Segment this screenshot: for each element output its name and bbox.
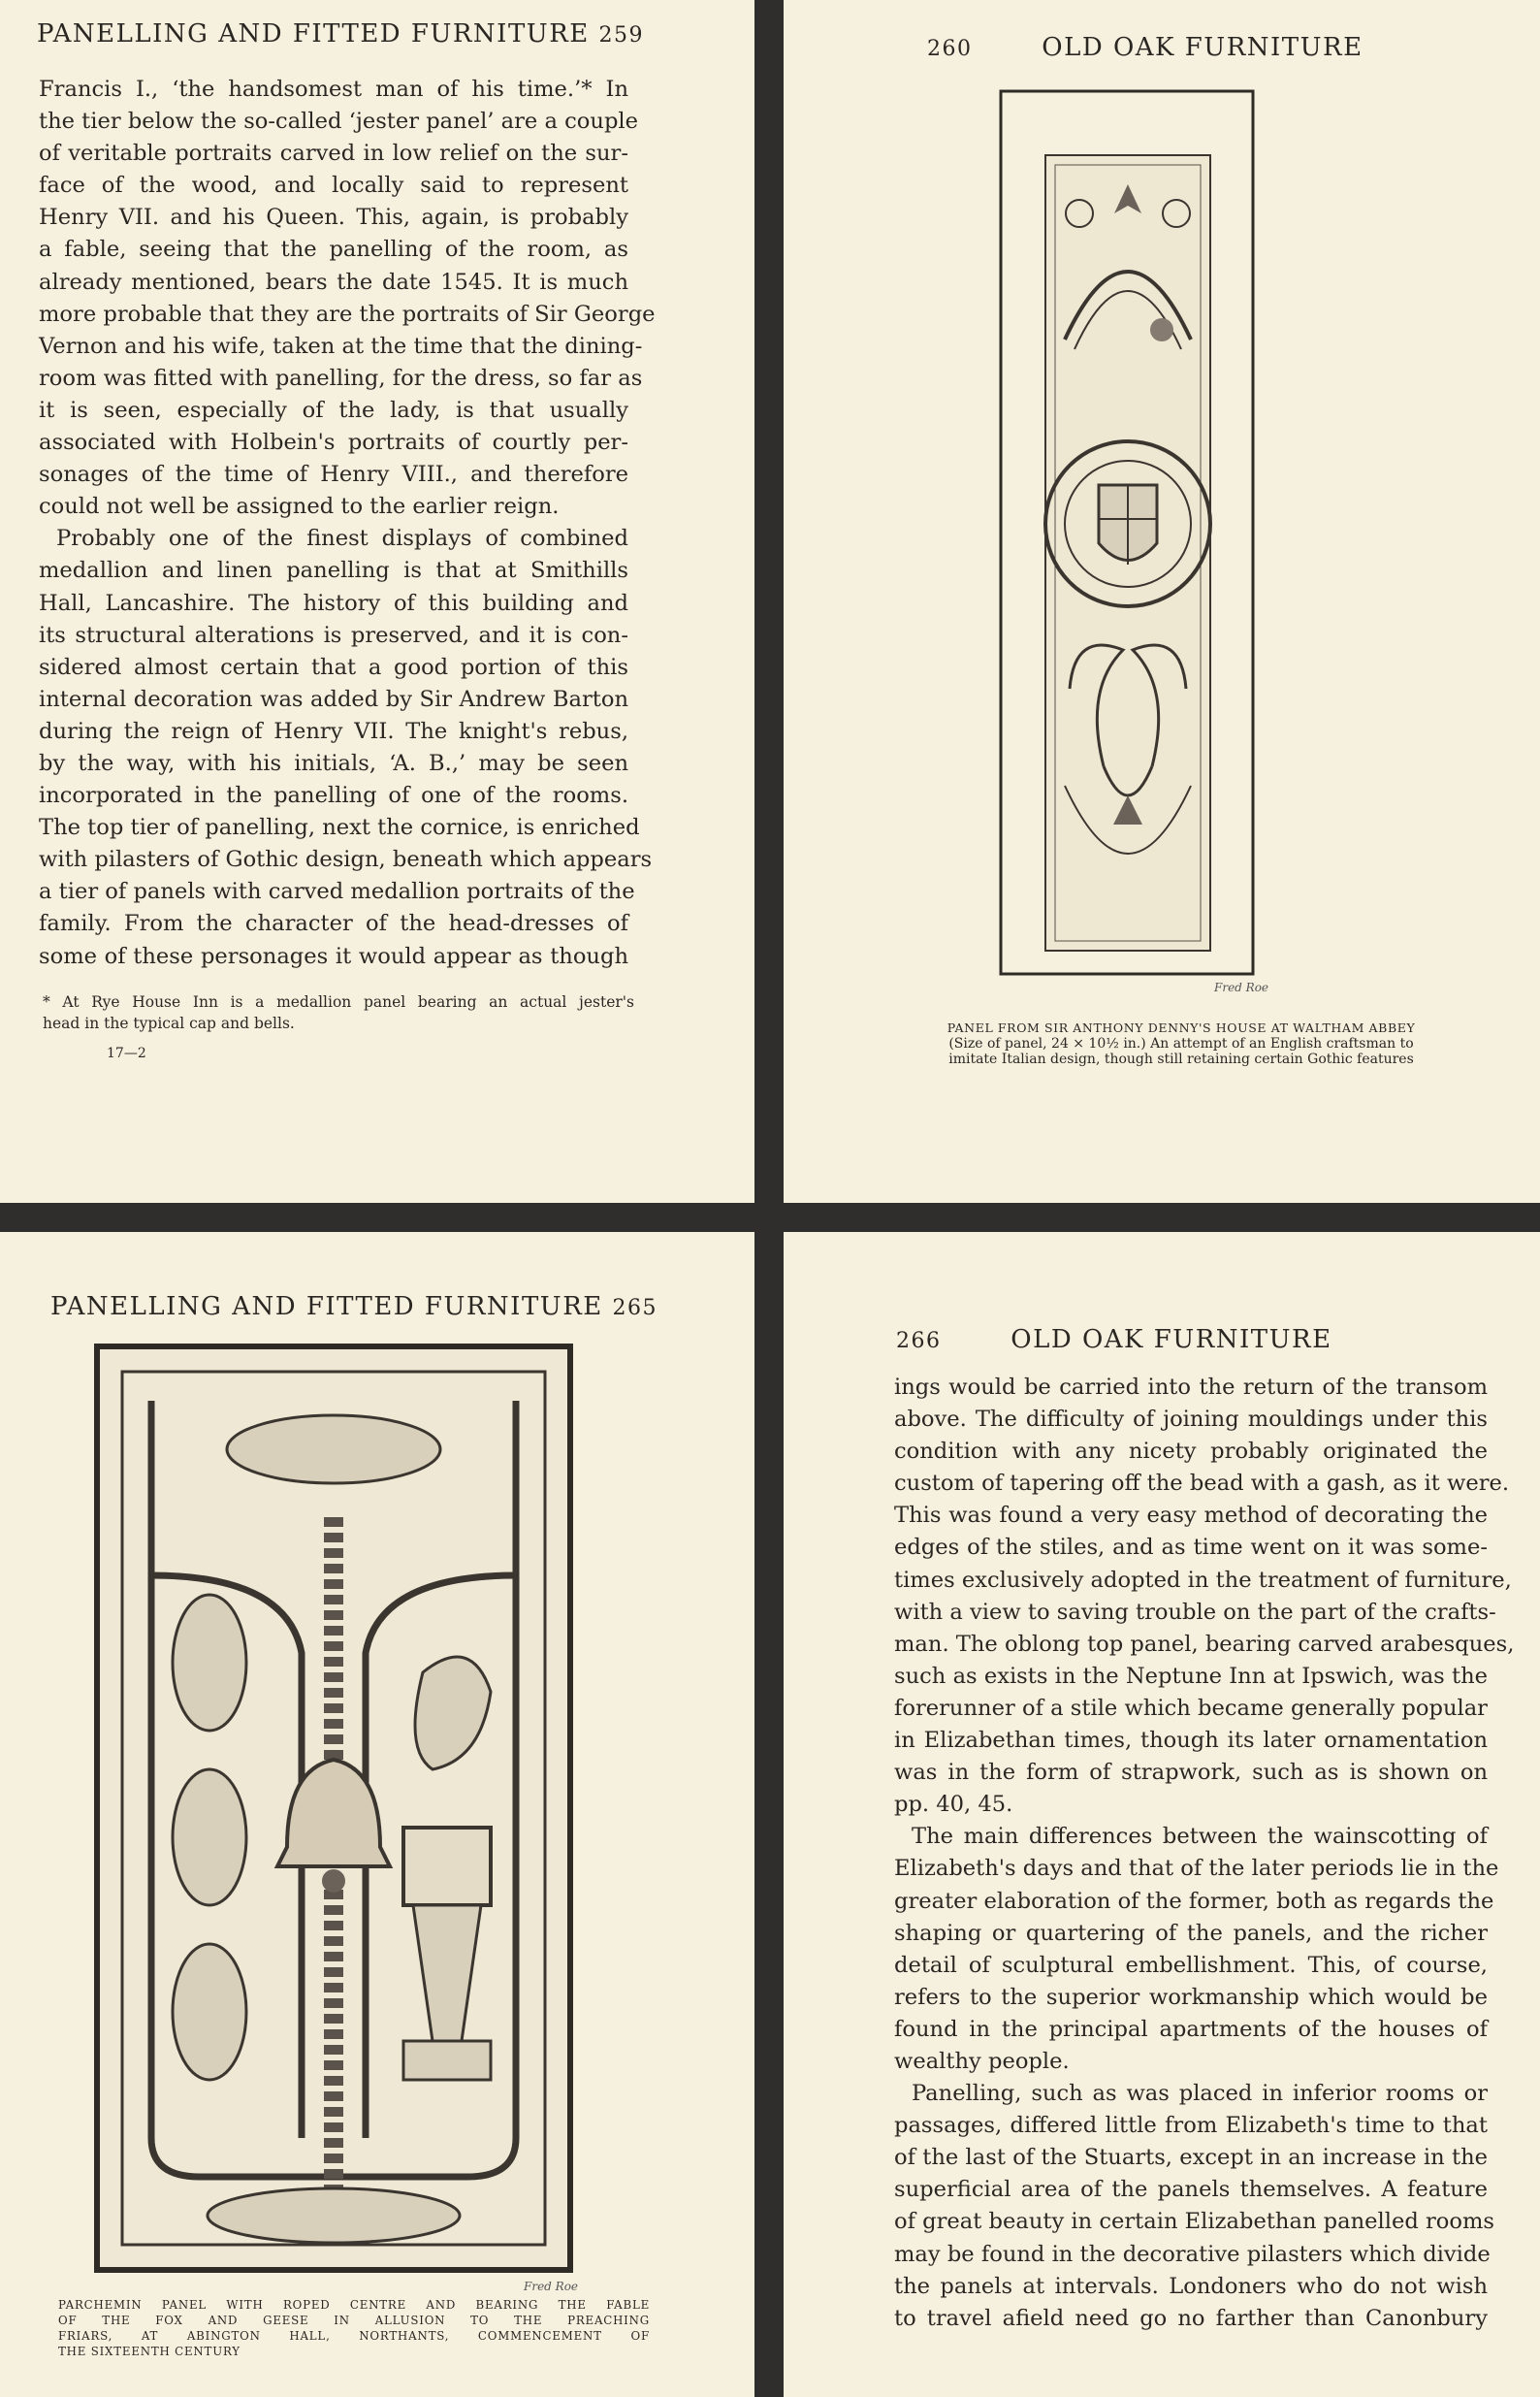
body-text — [894, 1372, 1515, 2335]
text-line: Panelling, such as was placed in inferior rooms or — [912, 2081, 1488, 2107]
text-line: associated with Holbein's portraits of courtly per- — [39, 430, 628, 456]
text-line: Henry VII. and his Queen. This, again, is probably — [39, 205, 628, 231]
footnote — [43, 991, 634, 1034]
text-line: a tier of panels with carved medallion portraits of the — [39, 879, 635, 905]
carved-panel-drawing — [997, 87, 1257, 978]
text-line: sidered almost certain that a good portion of this — [39, 654, 628, 680]
text-line: room was fitted with panelling, for the dress, so far as — [39, 365, 643, 391]
caption-line: OF THE FOX AND GEESE IN ALLUSION TO THE PREACHING — [58, 2314, 650, 2327]
text-line: incorporated in the panelling of one of the rooms. — [39, 783, 628, 809]
text-line: in Elizabethan times, though its later ornamentation — [894, 1728, 1488, 1754]
text-line: Hall, Lancashire. The history of this building and — [39, 590, 628, 616]
text-line: its structural alterations is preserved, and it is con- — [39, 622, 628, 648]
text-line: man. The oblong top panel, bearing carved arabesques, — [894, 1631, 1515, 1657]
caption-line: PANEL FROM SIR ANTHONY DENNY'S HOUSE AT WALTHAM ABBEY — [946, 1020, 1416, 1035]
running-head — [927, 33, 1364, 62]
text-line: internal decoration was added by Sir Andrew Barton — [39, 686, 628, 712]
text-line: shaping or quartering of the panels, and the richer — [894, 1920, 1488, 1946]
text-line: to travel afield need go no farther than Canonbury — [894, 2305, 1488, 2331]
text-line: by the way, with his initials, ‘A. B.,’ may be seen — [39, 750, 628, 776]
text-line: forerunner of a stile which became generally popular — [894, 1695, 1488, 1721]
text-line: custom of tapering off the bead with a gash, as it were. — [894, 1471, 1510, 1497]
text-line: times exclusively adopted in the treatment of furniture, — [894, 1567, 1512, 1593]
page-number: 259 — [598, 23, 645, 48]
caption-line: imitate Italian design, though still retaining certain Gothic features — [948, 1052, 1414, 1067]
caption-line: PARCHEMIN PANEL WITH ROPED CENTRE AND BEARING THE FABLE — [58, 2298, 650, 2312]
text-line: edges of the stiles, and as time went on it was some- — [894, 1535, 1488, 1561]
text-line: ings would be carried into the return of the transom — [894, 1375, 1488, 1400]
page-number: 266 — [896, 1329, 942, 1353]
figure-caption — [58, 2297, 650, 2359]
text-line: the tier below the so-called ‘jester panel’ are a couple — [39, 109, 639, 135]
signature-mark: 17—2 — [107, 1046, 146, 1061]
text-line: The main differences between the wainscotting of — [912, 1824, 1488, 1850]
illustration-parchemin-panel — [93, 1343, 574, 2274]
page-number: 265 — [612, 1296, 658, 1320]
footnote-line: * At Rye House Inn is a medallion panel bearing an actual jester's — [43, 993, 634, 1011]
text-line: passages, differed little from Elizabeth's time to that — [894, 2113, 1488, 2139]
text-line: such as exists in the Neptune Inn at Ipswich, was the — [894, 1663, 1488, 1689]
page-259 — [0, 0, 754, 1203]
text-line: was in the form of strapwork, such as is shown on — [894, 1760, 1488, 1786]
text-line: of great beauty in certain Elizabethan panelled rooms — [894, 2209, 1495, 2235]
text-line: family. From the character of the head-dresses of — [39, 911, 628, 937]
text-line: superficial area of the panels themselves. A feature — [894, 2177, 1488, 2203]
text-line: it is seen, especially of the lady, is that usually — [39, 397, 628, 423]
text-line: face of the wood, and locally said to represent — [39, 173, 628, 199]
caption-line: THE SIXTEENTH CENTURY — [58, 2345, 241, 2358]
text-line: This was found a very easy method of decorating the — [894, 1503, 1488, 1529]
text-line: with a view to saving trouble on the part of the crafts- — [894, 1599, 1496, 1625]
text-line: above. The difficulty of joining mouldings under this — [894, 1407, 1488, 1433]
text-line: a fable, seeing that the panelling of the room, as — [39, 237, 628, 263]
artist-signature: Fred Roe — [1214, 981, 1269, 994]
text-line: with pilasters of Gothic design, beneath which appears — [39, 847, 653, 873]
text-line: The top tier of panelling, next the cornice, is enriched — [39, 815, 640, 841]
page-266 — [784, 1232, 1540, 2397]
text-line: Elizabeth's days and that of the later periods lie in the — [894, 1856, 1499, 1882]
text-line: pp. 40, 45. — [894, 1792, 1013, 1818]
caption-line: (Size of panel, 24 × 10½ in.) An attempt of an English craftsman to — [948, 1036, 1414, 1052]
text-line: more probable that they are the portraits of Sir George — [39, 301, 656, 327]
caption-line: FRIARS, AT ABINGTON HALL, NORTHANTS, COMMENCEMENT OF — [58, 2329, 650, 2343]
page-number: 260 — [927, 37, 973, 61]
running-head — [50, 1292, 658, 1321]
text-line: Probably one of the finest displays of combined — [56, 526, 628, 552]
text-line: Vernon and his wife, taken at the time that the dining- — [39, 333, 643, 359]
text-line: could not well be assigned to the earlier reign. — [39, 494, 560, 520]
running-head — [37, 19, 644, 49]
text-line: detail of sculptural embellishment. This, of course, — [894, 1952, 1488, 1978]
text-line: during the reign of Henry VII. The knight's rebus, — [39, 718, 628, 744]
text-line: found in the principal apartments of the houses of — [894, 2016, 1488, 2042]
artist-signature: Fred Roe — [524, 2280, 579, 2293]
text-line: greater elaboration of the former, both as regards the — [894, 1888, 1494, 1914]
text-line: may be found in the decorative pilasters which divide — [894, 2241, 1491, 2267]
running-head-title: PANELLING AND FITTED FURNITURE — [37, 19, 590, 49]
page-260 — [784, 0, 1540, 1203]
text-line: wealthy people. — [894, 2048, 1070, 2074]
body-text — [39, 74, 656, 973]
figure-caption — [842, 1020, 1521, 1067]
text-line: sonages of the time of Henry VIII., and therefore — [39, 462, 628, 488]
text-line: condition with any nicety probably originated the — [894, 1439, 1488, 1465]
text-line: the panels at intervals. Londoners who do not wish — [894, 2273, 1488, 2299]
running-head-title: OLD OAK FURNITURE — [1011, 1325, 1332, 1354]
running-head-title: PANELLING AND FITTED FURNITURE — [50, 1292, 603, 1321]
illustration-denny-panel — [997, 87, 1257, 978]
text-line: medallion and linen panelling is that at Smithills — [39, 558, 628, 584]
carved-panel-drawing — [93, 1343, 574, 2274]
text-line: some of these personages it would appear as though — [39, 943, 628, 969]
text-line: of veritable portraits carved in low relief on the sur- — [39, 141, 628, 167]
text-line: refers to the superior workmanship which would be — [894, 1984, 1488, 2010]
text-line: Francis I., ‘the handsomest man of his time.’* In — [39, 77, 628, 102]
text-line: of the last of the Stuarts, except in an increase in the — [894, 2145, 1488, 2171]
page-265 — [0, 1232, 754, 2397]
running-head — [896, 1325, 1332, 1354]
footnote-line: head in the typical cap and bells. — [43, 1015, 295, 1032]
running-head-title: OLD OAK FURNITURE — [1042, 33, 1364, 62]
text-line: already mentioned, bears the date 1545. It is much — [39, 269, 628, 295]
